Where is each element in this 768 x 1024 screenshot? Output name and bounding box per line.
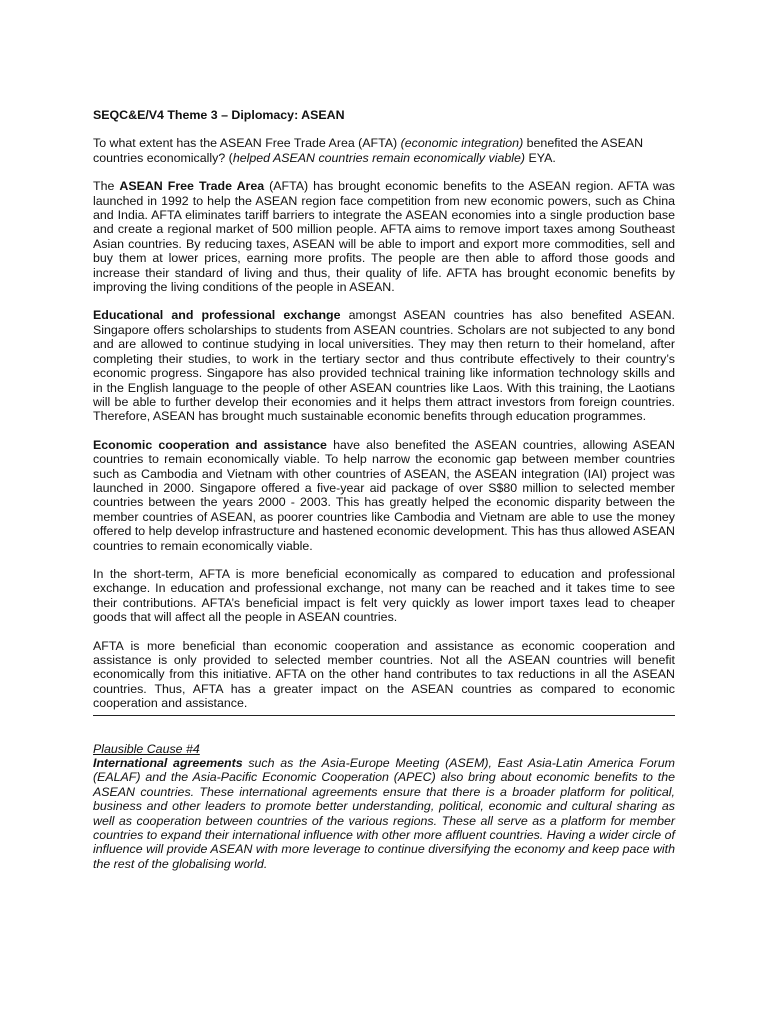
paragraph-afta-body: (AFTA) has brought economic benefits to the ASEAN region. AFTA was launched in 1992 to help the ASEAN region face competition from new economic powers, such as China and India. AFTA eliminates tariff barriers to integrate the ASEAN economies into a single production base and create a regional market of 500 million people. AFTA aims to remove import taxes among Southeast Asian countries. By reducing taxes, ASEAN will be able to import and export more commodities, sell and buy them at lower prices, earning more profits. The people are then able to afford those goods and increase their standard of living and thus, their quality of life. AFTA has brought economic benefits by improving the living conditions of the people in ASEAN.	[93, 179, 675, 295]
paragraph-short-term: In the short-term, AFTA is more beneficial economically as compared to education and professional exchange. In education and professional exchange, not many can be reached and it takes time to see their contributions. AFTA’s beneficial impact is felt very quickly as lower import taxes lead to cheaper goods that will affect all the people in ASEAN countries.	[93, 566, 675, 625]
document-page	[93, 108, 675, 885]
paragraph-cooperation	[93, 438, 675, 553]
question-lead: To what extent has the ASEAN Free Trade Area (AFTA)	[93, 136, 401, 151]
international-agreements-heading: International agreements	[93, 756, 243, 771]
question-note-economic-integration: (economic integration)	[400, 136, 524, 151]
paragraph-education-body: amongst ASEAN countries has also benefited ASEAN. Singapore offers scholarships to students from ASEAN countries. Scholars are not subjected to any bond and are allowed to continue studying in local universities. They may then return to their homeland, after completing their studies, to work in the tertiary sector and thus contribute effectively to their country’s economic progress. Singapore has also provided technical training like information technology skills and in the English language to the people of other ASEAN countries like Laos. With this training, the Laotians will be able to further develop their economies and it helps them attract investors from foreign countries. Therefore, ASEAN has brought much sustainable economic benefits through education programmes.	[93, 308, 675, 424]
question-middle: benefited the ASEAN countries economically? (	[93, 136, 644, 165]
essay-question	[93, 136, 675, 165]
paragraph-conclusion: AFTA is more beneficial than economic cooperation and assistance as economic cooperation and assistance is only provided to selected member countries. Not all the ASEAN countries will benefit economically from this initiative. AFTA on the other hand contributes to tax reductions in all the ASEAN countries. Thus, AFTA has a greater impact on the ASEAN countries as compared to economic cooperation and assistance.	[93, 638, 675, 711]
separator-line	[93, 715, 675, 716]
paragraph-afta	[93, 179, 675, 294]
paragraph-cooperation-heading: Economic cooperation and assistance	[93, 437, 327, 452]
paragraph-education	[93, 308, 675, 423]
paragraph-education-heading: Educational and professional exchange	[93, 308, 341, 323]
paragraph-cooperation-body: have also benefited the ASEAN countries, allowing ASEAN countries to remain economically viable. To help narrow the economic gap between member countries such as Cambodia and Vietnam with other countries of ASEAN, the ASEAN integration (IAI) project was launched in 2000. Singapore offered a five-year aid package of over S$80 million to selected member countries between the years 2000 - 2003. This has greatly helped the economic disparity between the member countries of ASEAN, as poorer countries like Cambodia and Vietnam are able to use the money offered to help develop infrastructure and hastened economic development. This has thus allowed ASEAN countries to remain economically viable.	[93, 437, 676, 553]
question-note-viable: helped ASEAN countries remain economically viable)	[232, 150, 526, 165]
paragraph-afta-pre: The	[93, 179, 120, 194]
question-tail: EYA.	[525, 150, 556, 165]
document-title: SEQC&E/V4 Theme 3 – Diplomacy: ASEAN	[93, 108, 345, 122]
paragraph-international-agreements	[93, 756, 675, 871]
international-agreements-body: such as the Asia-Europe Meeting (ASEM), East Asia-Latin America Forum (EALAF) and the Asia-Pacific Economic Cooperation (APEC) also bring about economic benefits to the ASEAN countries. These international agreements ensure that there is a broader platform for political, business and other leaders to promote better understanding, political, economic and cultural sharing as well as cooperation between countries of the various regions. These all serve as a platform for member countries to expand their international influence with other more affluent countries. Having a wider circle of influence will provide ASEAN with more leverage to continue diversifying the economy and keep pace with the rest of the globalising world.	[93, 756, 675, 871]
plausible-cause-label: Plausible Cause #4	[93, 741, 200, 756]
paragraph-afta-heading: ASEAN Free Trade Area	[119, 179, 265, 194]
